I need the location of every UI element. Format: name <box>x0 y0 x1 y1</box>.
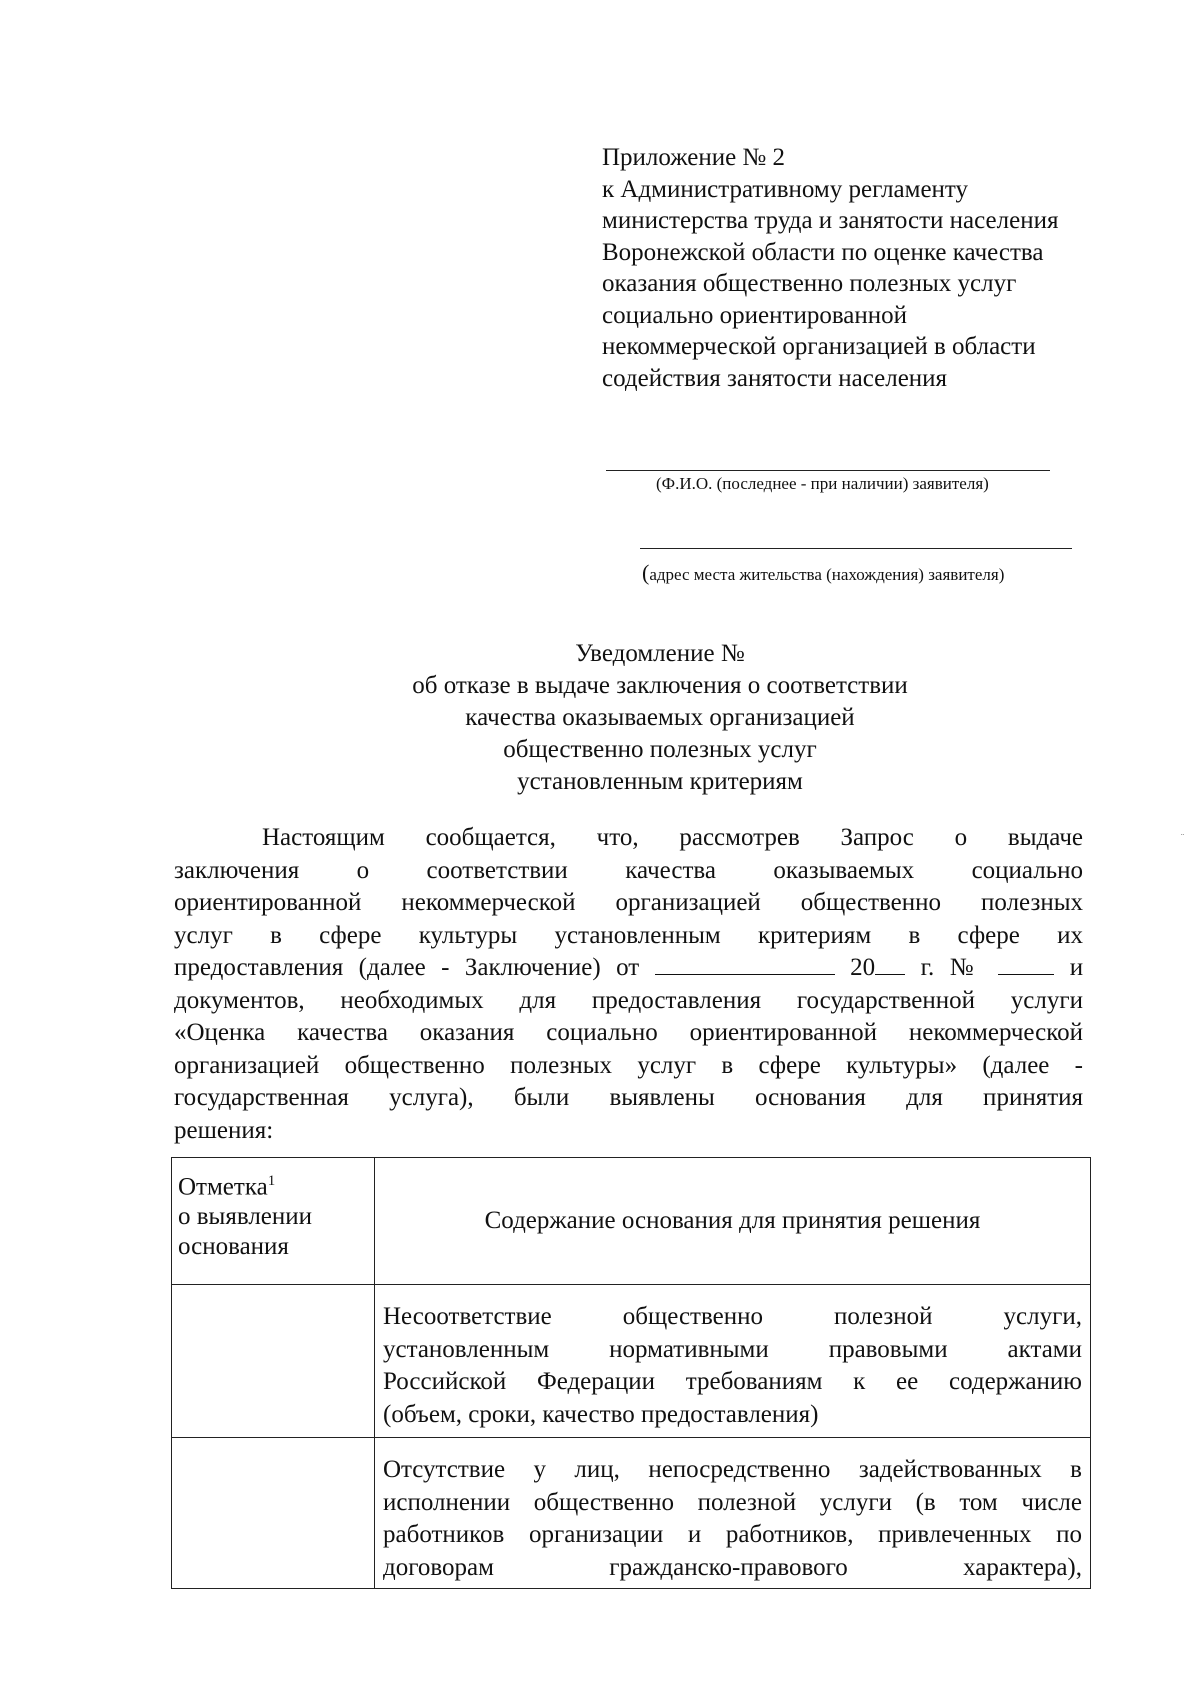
content-text <box>375 1285 1090 1431</box>
notice-title <box>240 638 1080 798</box>
applicant-address-paren: ( <box>642 560 650 585</box>
body-line: «Оценка качества оказания социально ориентированной некоммерческой <box>174 1019 1083 1046</box>
body-line: государственная услуга), были выявлены основания для принятия <box>174 1084 1083 1111</box>
scan-speck: ¨ <box>1181 832 1184 842</box>
mark-column-header <box>172 1158 375 1285</box>
appendix-line: к Административному регламенту <box>602 175 969 203</box>
grounds-table <box>171 1157 1091 1589</box>
content-column-header: Содержание основания для принятия решения <box>375 1158 1091 1285</box>
applicant-name-block <box>606 470 1050 494</box>
title-line: Уведомление № <box>575 640 745 667</box>
applicant-address-block <box>640 548 1072 586</box>
title-line: об отказе в выдаче заключения о соответствии <box>412 672 908 699</box>
appendix-header <box>602 142 1162 394</box>
applicant-address-caption-wrap <box>640 560 1072 586</box>
footnote-ref: 1 <box>267 1173 276 1189</box>
content-line: (объем, сроки, качество предоставления) <box>383 1400 819 1428</box>
body-line: ориентированной некоммерческой организацией общественно полезных <box>174 889 1083 916</box>
mark-header-line2: о выявлении <box>178 1203 313 1231</box>
table-row <box>172 1438 1091 1589</box>
table-header-row <box>172 1158 1091 1285</box>
content-line: договорам гражданско-правового характера), <box>383 1553 1082 1581</box>
appendix-line: социально ориентированной <box>602 301 908 329</box>
mark-cell[interactable] <box>172 1438 375 1589</box>
year-blank <box>875 954 905 975</box>
title-line: общественно полезных услуг <box>503 736 817 763</box>
appendix-line: некоммерческой организацией в области <box>602 333 1036 360</box>
title-line: качества оказываемых организацией <box>465 704 855 731</box>
content-line: Отсутствие у лиц, непосредственно задействованных в <box>383 1456 1082 1483</box>
body-line: организацией общественно полезных услуг в сфере культуры» (далее - <box>174 1051 1083 1079</box>
body-line: документов, необходимых для предоставления государственной услуги <box>174 986 1083 1014</box>
content-cell <box>375 1438 1091 1589</box>
number-blank <box>998 954 1054 975</box>
appendix-line: министерства труда и занятости населения <box>602 207 1059 234</box>
mark-header-word: Отметка <box>178 1173 268 1201</box>
appendix-line: Приложение № 2 <box>602 144 786 171</box>
body-line: заключения о соответствии качества оказываемых социально <box>174 856 1083 884</box>
table-row <box>172 1285 1091 1438</box>
applicant-name-blank-line <box>606 470 1050 471</box>
applicant-name-caption: (Ф.И.О. (последнее - при наличии) заявителя) <box>656 474 989 493</box>
notice-body <box>174 822 1083 1147</box>
applicant-address-caption: адрес места жительства (нахождения) заявителя) <box>649 565 1005 584</box>
mark-header-line3: основания <box>178 1233 289 1261</box>
applicant-address-blank-line <box>640 548 1072 549</box>
body-line-with-blanks <box>174 952 1083 985</box>
appendix-line: оказания общественно полезных услуг <box>602 270 1017 297</box>
mark-header-line1 <box>178 1166 368 1202</box>
title-line: установленным критериям <box>517 768 803 795</box>
content-cell <box>375 1285 1091 1438</box>
body-line5-text: предоставления (далее - Заключение) от <box>174 954 640 981</box>
body-line: Настоящим сообщается, что, рассмотрев Запрос о выдаче <box>262 824 1083 851</box>
body-line5-and: и <box>1069 954 1084 981</box>
content-line: исполнении общественно полезной услуги (в том числе <box>383 1488 1082 1516</box>
body-line5-year: 20 <box>850 954 876 981</box>
content-line: Российской Федерации требованиям к ее содержанию <box>383 1368 1082 1395</box>
body-line: услуг в сфере культуры установленным критериям в сфере их <box>174 921 1083 949</box>
mark-cell[interactable] <box>172 1285 375 1438</box>
content-text <box>375 1438 1090 1584</box>
appendix-line: Воронежской области по оценке качества <box>602 238 1044 266</box>
content-line: работников организации и работников, привлеченных по <box>383 1521 1082 1548</box>
date-blank <box>655 954 835 975</box>
body-line: решения: <box>174 1116 274 1144</box>
content-line: установленным нормативными правовыми актами <box>383 1335 1082 1363</box>
body-line5-number: г. № <box>920 954 983 981</box>
content-line: Несоответствие общественно полезной услуги, <box>383 1303 1082 1330</box>
appendix-line: содействия занятости населения <box>602 364 948 392</box>
